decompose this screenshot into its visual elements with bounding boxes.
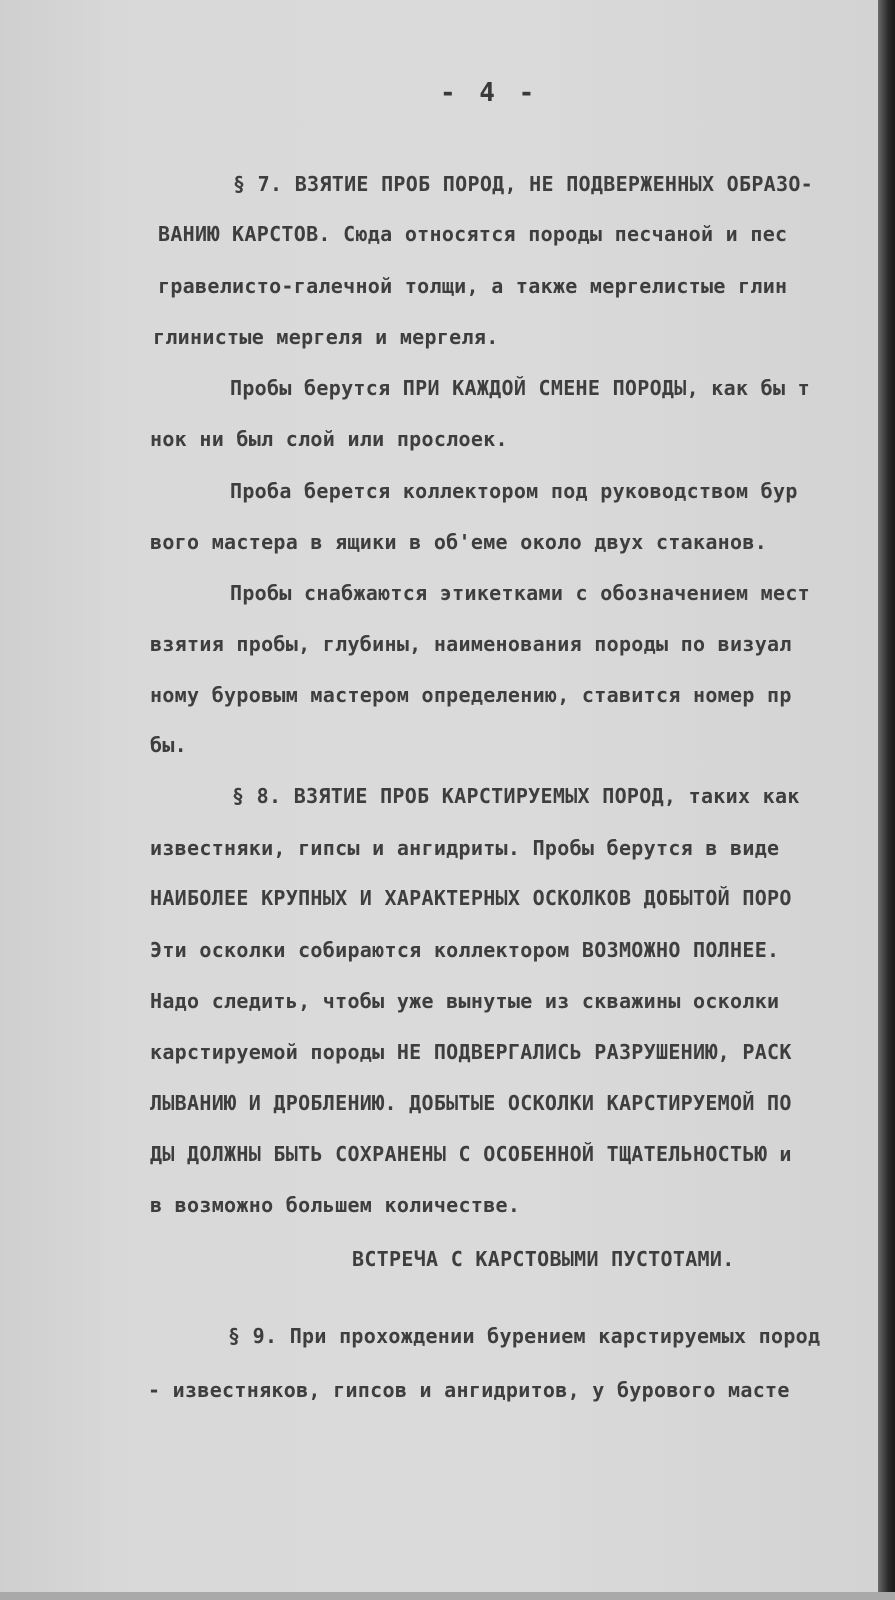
text-line: НАИБОЛЕЕ КРУПНЫХ И ХАРАКТЕРНЫХ ОСКОЛКОВ ДОБЫТОЙ ПОРО	[150, 886, 792, 910]
text-line: карстируемой породы НЕ ПОДВЕРГАЛИСЬ РАЗРУШЕНИЮ, РАСК	[150, 1040, 792, 1064]
text-line: Пробы снабжаются этикетками с обозначением мест	[230, 581, 811, 605]
page-number: - 4 -	[440, 78, 539, 108]
text-line: бы.	[150, 733, 188, 757]
text-line: - известняков, гипсов и ангидритов, у бурового масте	[148, 1378, 790, 1402]
text-line: нок ни был слой или прослоек.	[150, 427, 508, 451]
text-line: известняки, гипсы и ангидриты. Пробы берутся в виде	[150, 836, 780, 860]
text-line: ВАНИЮ КАРСТОВ. Сюда относятся породы песчаной и пес	[158, 222, 788, 246]
text-line: вого мастера в ящики в об'еме около двух стаканов.	[150, 530, 768, 554]
text-line: § 9. При прохождении бурением карстируемых пород	[228, 1324, 821, 1348]
text-line: ному буровым мастером определению, ставится номер пр	[150, 683, 792, 707]
section-heading: ВСТРЕЧА С КАРСТОВЫМИ ПУСТОТАМИ.	[352, 1247, 735, 1271]
page-bottom-band	[0, 1592, 895, 1600]
text-line: § 7. ВЗЯТИЕ ПРОБ ПОРОД, НЕ ПОДВЕРЖЕННЫХ ОБРАЗО-	[233, 172, 814, 196]
text-line: Надо следить, чтобы уже вынутые из скважины осколки	[150, 989, 780, 1013]
text-line: глинистые мергеля и мергеля.	[153, 325, 499, 349]
text-line: гравелисто-галечной толщи, а также мергелистые глин	[158, 274, 788, 298]
text-line: ЛЫВАНИЮ И ДРОБЛЕНИЮ. ДОБЫТЫЕ ОСКОЛКИ КАРСТИРУЕМОЙ ПО	[150, 1091, 792, 1115]
text-line: Эти осколки собираются коллектором ВОЗМОЖНО ПОЛНЕЕ.	[150, 938, 780, 962]
text-line: ДЫ ДОЛЖНЫ БЫТЬ СОХРАНЕНЫ С ОСОБЕННОЙ ТЩАТЕЛЬНОСТЬЮ и	[150, 1142, 792, 1166]
text-line: Пробы берутся ПРИ КАЖДОЙ СМЕНЕ ПОРОДЫ, как бы т	[230, 376, 811, 400]
text-line: § 8. ВЗЯТИЕ ПРОБ КАРСТИРУЕМЫХ ПОРОД, таких как	[232, 784, 800, 808]
text-line: взятия пробы, глубины, наименования породы по визуал	[150, 632, 792, 656]
text-line: Проба берется коллектором под руководством бур	[230, 479, 798, 503]
page-edge-shadow	[878, 0, 895, 1600]
text-line: в возможно большем количестве.	[150, 1193, 521, 1217]
